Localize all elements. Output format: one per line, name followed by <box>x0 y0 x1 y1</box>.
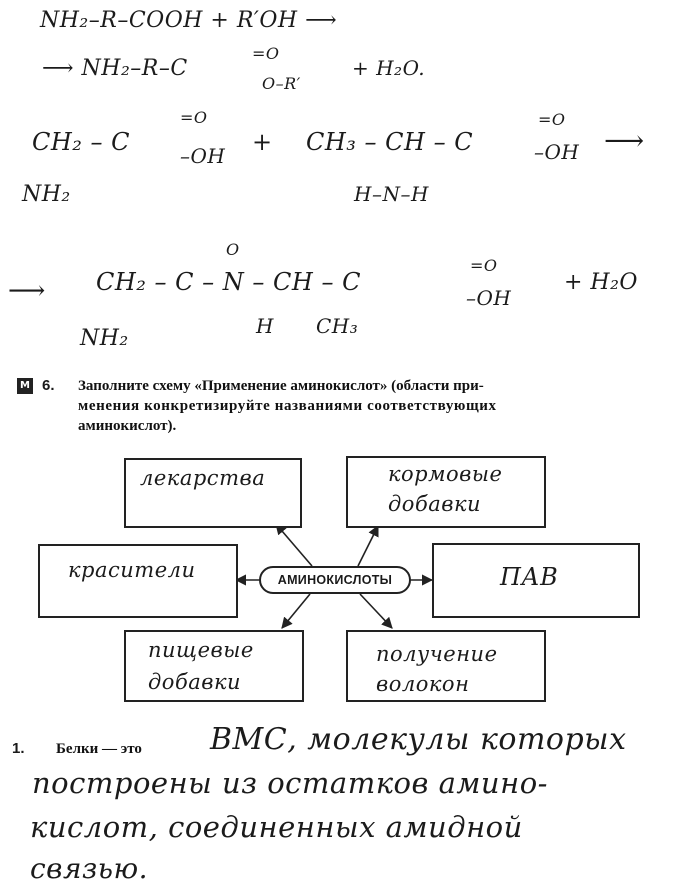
reaction-line-5-top: =O <box>470 256 498 275</box>
bookmark-icon: M <box>17 378 33 394</box>
box-text-line-2: добавки <box>148 670 242 694</box>
reaction-line-2-o-top: =O <box>252 44 280 63</box>
reaction-line-4-a: NH₂ <box>22 182 71 207</box>
task6-text-line-2: менения конкретизируйте названиями соответствующих <box>78 398 497 414</box>
reaction-line-5-tail: + H₂O <box>564 270 638 295</box>
reaction-line-3-b: CH₃ – CH – C <box>306 128 474 156</box>
reaction-line-3-arrow: ⟶ <box>604 124 645 157</box>
task6-text-line-1: Заполните схему «Применение аминокислот» (области при- <box>78 378 484 394</box>
reaction-line-6-ch3: CH₃ <box>316 314 359 338</box>
box-text: ПАВ <box>500 563 559 591</box>
reaction-line-5-main: CH₂ – C – N – CH – C <box>96 268 361 296</box>
diagram-box-bottom-left <box>124 630 304 702</box>
task1-label: Белки — это <box>56 741 142 757</box>
box-text-line-1: кормовые <box>388 462 503 486</box>
diagram-box-top-left <box>124 458 302 528</box>
reaction-line-2: ⟶ NH₂–R–C <box>42 56 188 81</box>
task6-number: 6. <box>42 377 55 394</box>
reaction-line-6-nh2: NH₂ <box>80 326 129 351</box>
task6-text-line-3: аминокислот). <box>78 418 177 434</box>
reaction-line-3-b-bot: –OH <box>534 140 580 164</box>
box-text-line-2: добавки <box>388 492 482 516</box>
task1-answer-line-3: кислот, соединенных амидной <box>30 810 523 844</box>
box-text: красители <box>68 558 196 582</box>
reaction-line-6-h: H <box>256 314 274 338</box>
reaction-line-5-o-over: O <box>226 240 240 259</box>
reaction-line-5-arrow: ⟶ <box>8 276 46 306</box>
box-text: лекарства <box>140 466 266 490</box>
box-text-line-1: пищевые <box>148 638 254 662</box>
reaction-line-3-a: CH₂ – C <box>32 128 131 156</box>
reaction-line-3-a-top: =O <box>180 108 208 127</box>
reaction-line-2-tail: + H₂O. <box>352 56 426 80</box>
diagram-center-label: АМИНОКИСЛОТЫ <box>259 566 411 594</box>
task1-answer-line-2: построены из остатков амино- <box>32 766 548 800</box>
task1-number: 1. <box>12 740 25 757</box>
box-text-line-1: получение <box>376 642 498 666</box>
reaction-line-3-plus: + <box>252 128 273 156</box>
box-text-line-2: волокон <box>376 672 470 696</box>
diagram-box-mid-right <box>432 543 640 618</box>
reaction-line-3-a-bot: –OH <box>180 144 226 168</box>
task1-answer-line-4: связью. <box>30 852 149 885</box>
reaction-line-3-b-top: =O <box>538 110 566 129</box>
reaction-line-4-b: H–N–H <box>354 182 429 206</box>
reaction-line-1: NH₂–R–COOH + R′OH ⟶ <box>40 8 338 33</box>
task1-answer-line-1: ВМС, молекулы которых <box>210 722 627 757</box>
diagram-box-mid-left <box>38 544 238 618</box>
diagram-box-bottom-right <box>346 630 546 702</box>
reaction-line-2-o-bot: O–R′ <box>262 74 301 93</box>
diagram-box-top-right <box>346 456 546 528</box>
reaction-line-5-bot: –OH <box>466 286 512 310</box>
